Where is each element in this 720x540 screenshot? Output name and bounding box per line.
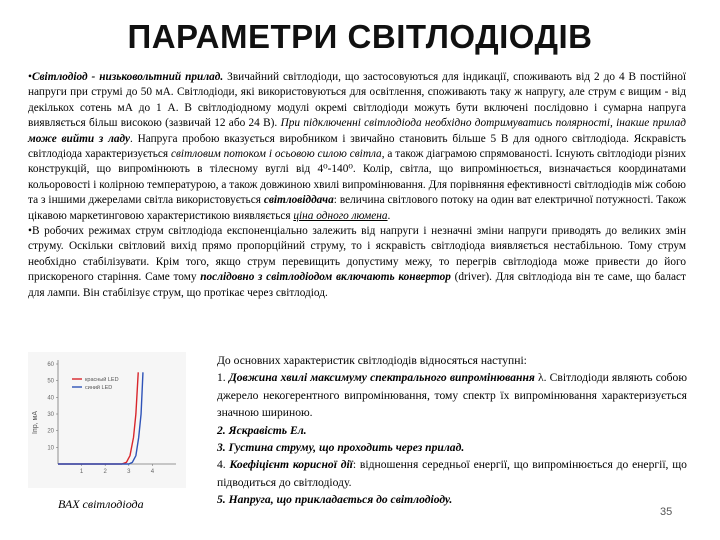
list-item-1	[217, 369, 687, 421]
iv-chart-svg	[28, 352, 186, 488]
page-title: ПАРАМЕТРИ СВІТЛОДІОДІВ	[127, 18, 593, 55]
p2-text-1: В робочих режимах струм світлодіода експоненціально залежить від напруги і незначні зміни напруги приводять до великих змін струму. Оскільки світловий вихід прямо пропорційний струму, то і яскравість світлодіода виявляється нестабільною. Тому струм необхідно стабілізувати. Крім того, якщо струм перевищить допустиму межу, то перегрів світлодіода може привести до його прискореного старіння. Саме тому	[28, 225, 686, 284]
legend-label: красный LED	[85, 377, 119, 383]
list-item-3: 3. Густина струму, що проходить через прилад.	[217, 441, 465, 455]
y-axis-label: Iпр, мА	[32, 411, 39, 434]
p1-text-3: , а також діаграмою спрямованості. Існують світлодіоди різних конструкцій, що випромінюють в тілесному вуглі від 4⁰-140⁰. Колір, світла, що випромінюється, визначається координатами кольоровості і колірною температурою, а також довжиною хвилі випромінювання. Для порівняння ефективності світлодіодів між собою та з іншими джерелами світла використовується	[28, 148, 687, 207]
item-4-number: 4.	[217, 458, 226, 472]
p1-italic-3: ціна одного люмена	[293, 209, 388, 222]
item-1-number: 1.	[217, 371, 226, 385]
legend-label: синий LED	[85, 385, 113, 391]
chart-background	[28, 352, 186, 488]
p2-text-2: (driver). Для світлодіода він те саме, що баласт для лампи. Він стабілізує струм, що протікає через світлодіод.	[28, 271, 686, 299]
y-tick-label: 50	[47, 378, 54, 385]
y-tick-label: 10	[47, 445, 54, 452]
p1-bold-2: світловіддача	[263, 194, 334, 207]
p1-lead: Світлодіод - низьковольтний прилад.	[31, 71, 224, 83]
item-4-title: Коефіцієнт корисної дії	[225, 458, 353, 472]
x-tick-label: 2	[103, 469, 107, 475]
x-tick-label: 4	[150, 469, 155, 475]
paragraph-1	[28, 70, 686, 224]
x-tick-label: 3	[127, 469, 131, 475]
p1-italic-2: світловим потоком і осьовою силою світла	[171, 148, 382, 161]
p1-text-4: : величина світлового потоку на один ват електричної потужності. Також цікавою маркетинговою характеристикою виявляється	[28, 194, 686, 222]
bullet: •	[28, 71, 32, 83]
p1-text-5: .	[387, 209, 391, 222]
item-4-text: : відношення середньої енергії, що випромінюється до енергії, що підводиться до світлодіоду.	[217, 458, 687, 489]
list-item-4	[217, 456, 687, 491]
y-tick-label: 20	[47, 428, 54, 435]
iv-chart	[28, 352, 186, 488]
list-item-2: 2. Яскравість Ел.	[217, 423, 307, 437]
x-tick-label: 1	[79, 469, 84, 475]
y-tick-label: 30	[47, 412, 54, 418]
item-1-text: λ. Світлодіоди являють собою джерело некогерентного випромінювання, тому спектр їх випромінювання характеризується значною шириною.	[217, 371, 687, 420]
characteristics-list	[217, 352, 687, 509]
paragraph-2	[28, 224, 686, 301]
p1-italic-1: При підключенні світлодіода необхідно дотримуватись полярності, інакше прилад	[280, 117, 686, 130]
list-item-5: 5. Напруга, що прикладається до світлодіоду.	[217, 493, 453, 507]
chart-caption: ВАХ світлодіода	[58, 497, 144, 511]
page-number: 35	[660, 506, 673, 518]
p2-bold-1: послідовно з світлодіодом включають конвертор	[200, 271, 451, 284]
item-1-title: Довжина хвилі максимуму спектрального випромінювання	[225, 371, 535, 385]
y-tick-label: 40	[47, 395, 54, 402]
p1-bold-1: може вийти з ладу	[28, 132, 131, 145]
p1-text-2: . Напруга пробою вказується виробником і звичайно становить більше 5 В для одного світлодіода. Яскравість світлодіода характеризується	[28, 132, 686, 161]
p1-text-1: Звичайний світлодіоди, що застосовуються для індикації, споживають від 2 до 4 В постійної напруги при струмі до 50 мА. Світлодіоди, які використовуються для освітлення, споживають таку ж напругу, але струм є вищим - від декількох сотень мА до 1 А. В світлодіодному модулі окремі світлодіоди можуть бути включені послідовно і сумарна напруга виявляється більш високою (зазвичай 12 або 24 В).	[28, 71, 686, 130]
bullet: •	[28, 225, 32, 238]
main-text	[28, 70, 686, 301]
list-intro: До основних характеристик світлодіодів відносяться наступні:	[217, 354, 527, 367]
y-tick-label: 60	[47, 362, 54, 368]
